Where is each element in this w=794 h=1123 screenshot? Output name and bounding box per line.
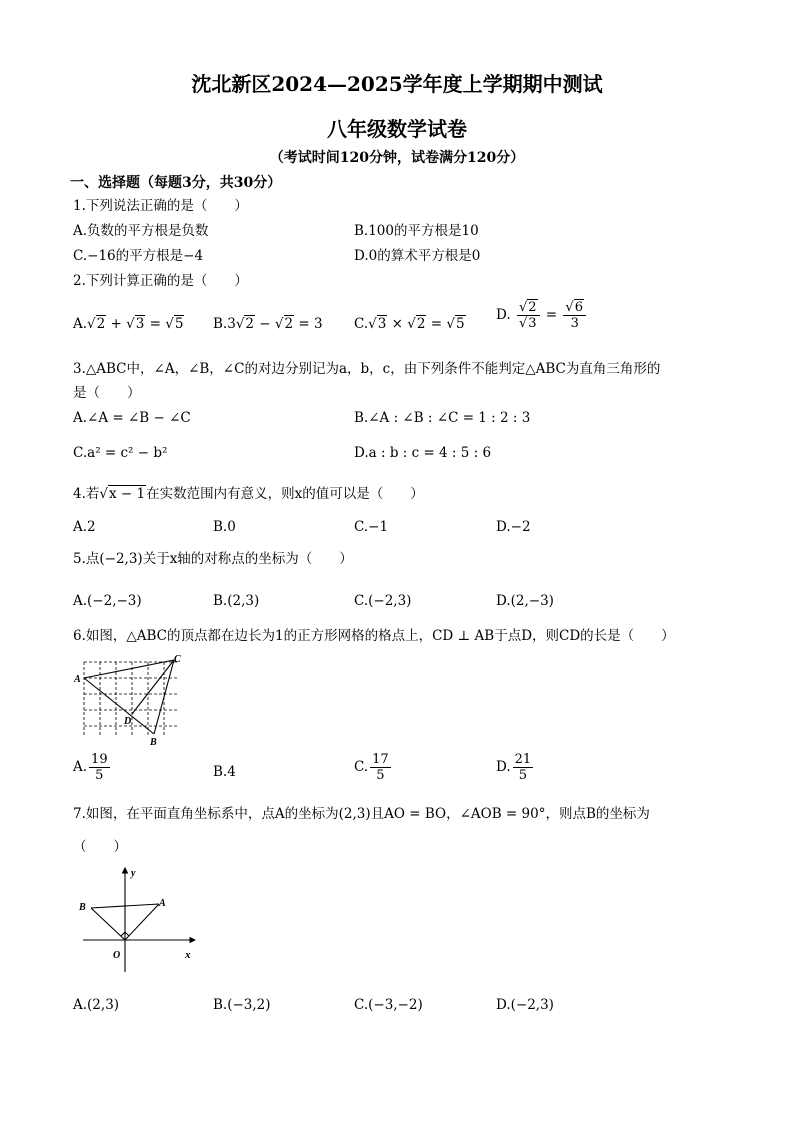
q6-label-a: A	[74, 674, 81, 685]
q1-stem: 1.下列说法正确的是（ ）	[73, 198, 248, 214]
q2-option-c: C.√3 × √2 = √5	[354, 316, 465, 332]
q5-option-d: D.(2,−3)	[496, 593, 554, 609]
q1-option-b: B.100的平方根是10	[354, 223, 479, 239]
q1-option-c: C.−16的平方根是−4	[73, 248, 204, 264]
q7-label-y: y	[131, 868, 136, 879]
q5-option-c: C.(−2,3)	[354, 593, 412, 609]
q6-label-b: B	[150, 737, 157, 748]
q6-option-a: A. $\frac{19}{5}$	[73, 752, 108, 783]
q1-option-a: A.负数的平方根是负数	[73, 223, 209, 239]
segment-ab	[84, 678, 154, 734]
q6-option-d: D. $\frac{21}{5}$	[496, 752, 532, 783]
segment-cd	[132, 660, 174, 714]
q5-option-b: B.(2,3)	[213, 593, 260, 609]
q6-label-c: C	[174, 654, 181, 665]
q6-label-d: D	[124, 716, 132, 727]
q6-grid-figure	[70, 652, 190, 748]
q3-stem-line2: 是（ ）	[73, 385, 141, 401]
q2-option-a: A.√2 + √3 = √5	[73, 316, 184, 332]
q7-label-o: O	[113, 950, 121, 961]
q3-option-d: D.a : b : c = 4 : 5 : 6	[354, 445, 492, 461]
segment-ac	[84, 660, 174, 678]
q7-stem-line2: （ ）	[73, 839, 127, 855]
q2-stem: 2.下列计算正确的是（ ）	[73, 273, 248, 289]
q5-option-a: A.(−2,−3)	[73, 593, 142, 609]
q4-stem: 4.若√x − 1在实数范围内有意义，则x的值可以是（ ）	[73, 486, 424, 502]
q7-option-d: D.(−2,3)	[496, 997, 554, 1013]
q7-option-b: B.(−3,2)	[213, 997, 271, 1013]
segment-ob	[91, 908, 125, 940]
section-title: 一、选择题（每题3分，共30分）	[70, 175, 282, 191]
q7-coordinate-figure	[75, 860, 205, 980]
q6-stem: 6.如图，△ABC的顶点都在边长为1的正方形网格的格点上，CD ⊥ AB于点D，则CD的长是（ ）	[73, 628, 675, 644]
q2-option-b: B.3√2 − √2 = 3	[213, 316, 323, 332]
q5-stem: 5.点(−2,3)关于x轴的对称点的坐标为（ ）	[73, 551, 353, 567]
q3-option-b: B.∠A : ∠B : ∠C = 1 : 2 : 3	[354, 410, 531, 426]
q3-stem-line1: 3.△ABC中，∠A，∠B，∠C的对边分别记为a，b，c，由下列条件不能判定△ABC为直角三角形的	[73, 361, 661, 377]
q4-option-d: D.−2	[496, 519, 531, 535]
q7-stem-line1: 7.如图，在平面直角坐标系中，点A的坐标为(2,3)且AO = BO，∠AOB = 90°，则点B的坐标为	[73, 806, 650, 822]
q7-option-c: C.(−3,−2)	[354, 997, 423, 1013]
q6-option-c: C. $\frac{17}{5}$	[354, 752, 389, 783]
q7-label-a: A	[159, 898, 166, 909]
q4-option-c: C.−1	[354, 519, 389, 535]
segment-oa	[125, 904, 159, 940]
q2-option-d: D. $\frac{√2}{√3}$ = $\frac{√6}{3}$	[496, 300, 588, 331]
q1-option-d: D.0的算术平方根是0	[354, 248, 481, 264]
q3-option-a: A.∠A = ∠B − ∠C	[73, 410, 191, 426]
q7-label-b: B	[79, 902, 86, 913]
exam-title: 沈北新区2024—2025学年度上学期期中测试	[191, 72, 603, 96]
exam-subtitle: 八年级数学试卷	[327, 117, 467, 141]
q4-option-a: A.2	[73, 519, 96, 535]
q7-option-a: A.(2,3)	[73, 997, 120, 1013]
q3-option-c: C.a² = c² − b²	[73, 445, 168, 461]
q7-label-x: x	[185, 949, 191, 961]
exam-info: （考试时间120分钟，试卷满分120分）	[269, 150, 525, 166]
q6-option-b: B.4	[213, 764, 236, 780]
q4-option-b: B.0	[213, 519, 236, 535]
